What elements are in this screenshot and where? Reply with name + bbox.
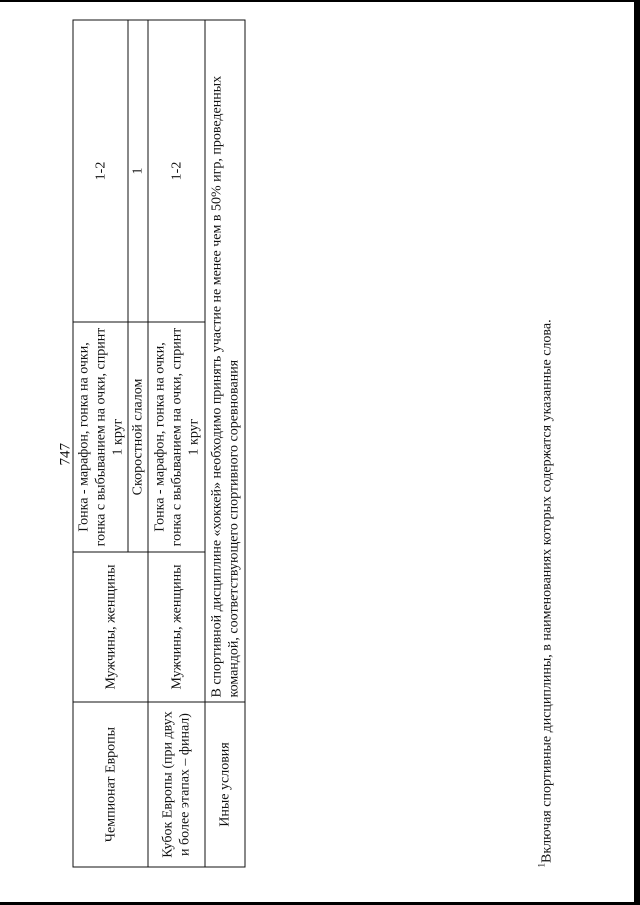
table-row (148, 20, 205, 867)
place-cell: 1 (128, 20, 148, 322)
other-conditions-text: В спортивной дисциплине «хоккей» необходимо принять участие не менее чем в 50% игр, проведенных командой, соответствующего спортивного соревнования (205, 20, 245, 702)
group-cell: Мужчины, женщины (148, 552, 205, 702)
table-row (73, 20, 128, 867)
footnote (533, 27, 555, 867)
page-number: 747 (57, 442, 73, 465)
competition-cell: Чемпионат Европы (73, 702, 148, 867)
discipline-cell: Скоростной слалом (128, 322, 148, 552)
other-conditions-label: Иные условия (205, 702, 245, 867)
place-cell: 1-2 (73, 20, 128, 322)
place-cell: 1-2 (148, 20, 205, 322)
discipline-cell: Гонка - марафон, гонка на очки, гонка с выбыванием на очки, спринт 1 круг (73, 322, 128, 552)
footnote-marker: 1 (536, 862, 546, 867)
discipline-cell: Гонка - марафон, гонка на очки, гонка с выбыванием на очки, спринт 1 круг (148, 322, 205, 552)
footnote-text: Включая спортивные дисциплины, в наименованиях которых содержатся указанные слова. (539, 318, 554, 863)
requirements-table (72, 19, 245, 867)
group-cell: Мужчины, женщины (73, 552, 148, 702)
table-row (205, 20, 245, 867)
competition-cell: Кубок Европы (при двух и более этапах – финал) (148, 702, 205, 867)
